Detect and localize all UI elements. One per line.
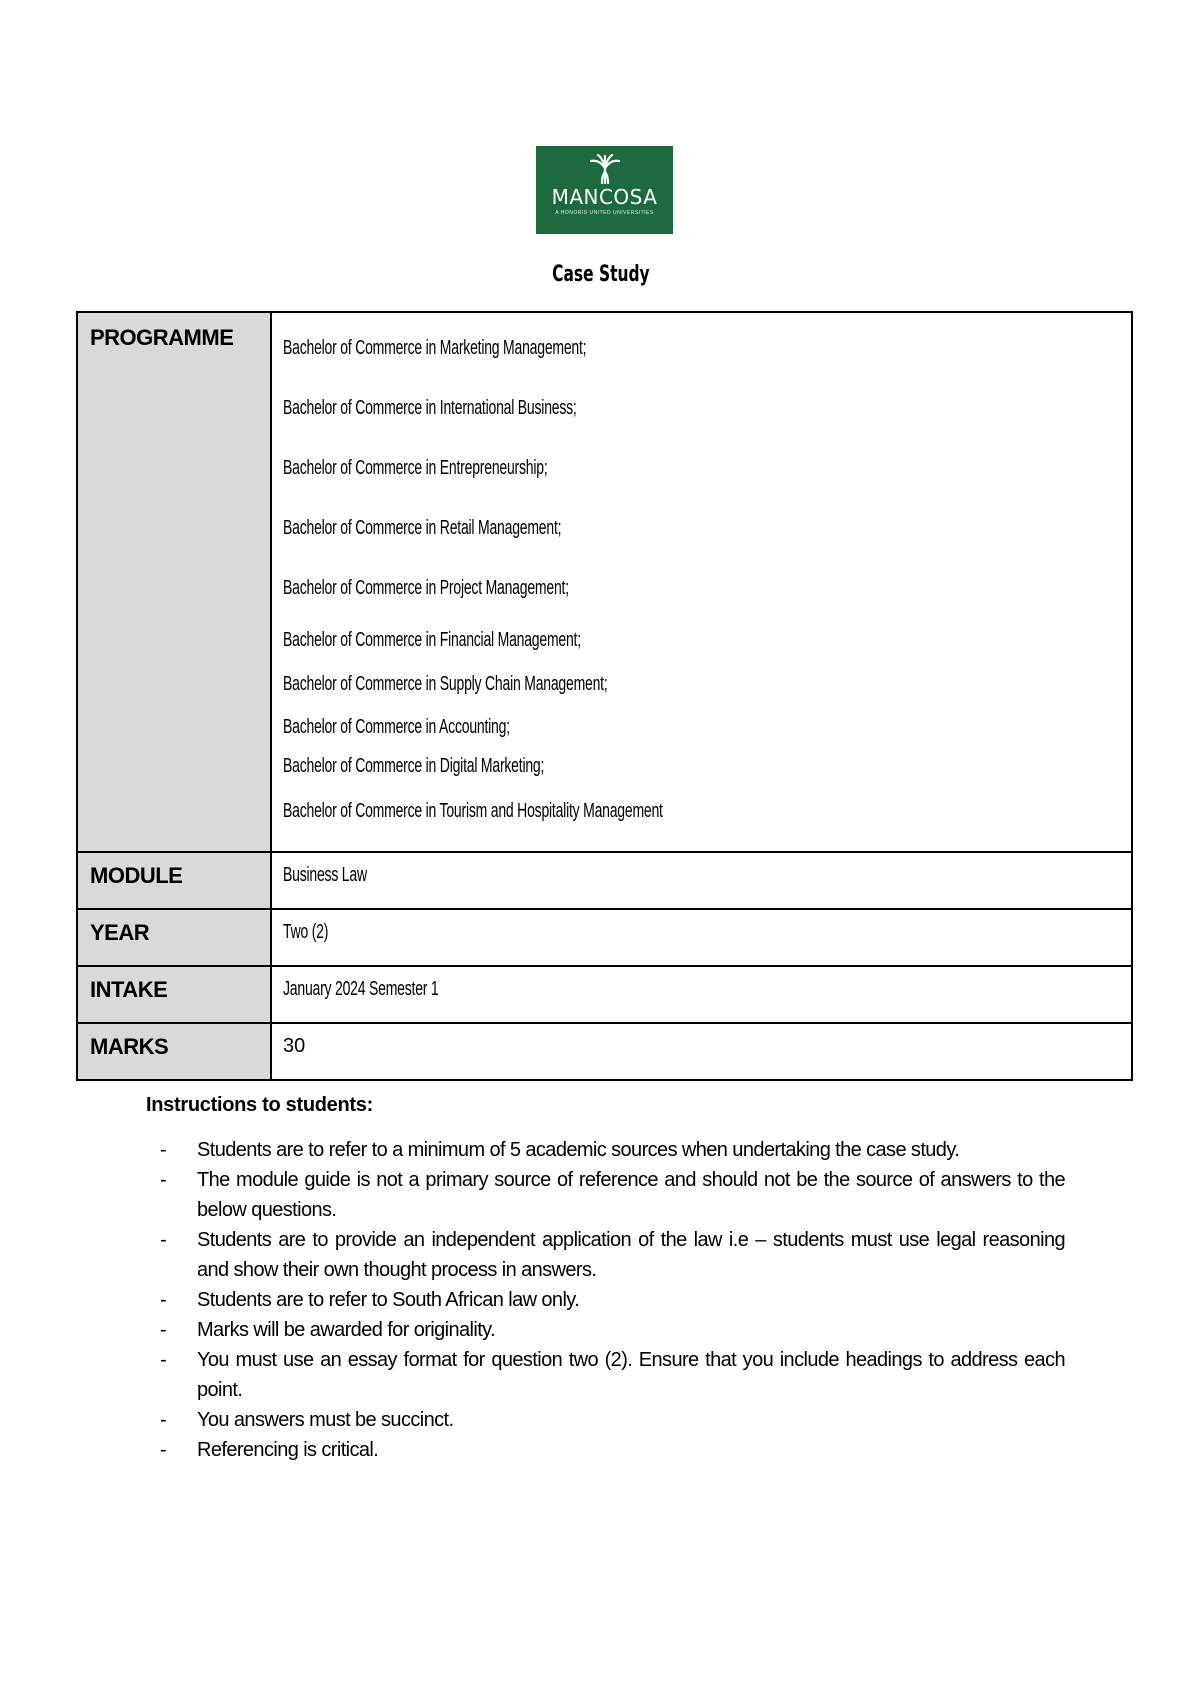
programme-item: Bachelor of Commerce in Accounting; [283, 716, 510, 738]
programme-item: Bachelor of Commerce in Retail Management; [283, 517, 562, 539]
bullet-dash: - [160, 1169, 167, 1191]
instruction-text: Marks will be awarded for originality. [197, 1319, 496, 1341]
marks-value: 30 [283, 1035, 306, 1057]
programme-item: Bachelor of Commerce in Supply Chain Management; [283, 673, 608, 695]
instruction-text: Students are to refer to a minimum of 5 academic sources when undertaking the case study. [197, 1139, 960, 1161]
bullet-dash: - [160, 1439, 167, 1461]
instructions-list [160, 1135, 1065, 1465]
bullet-dash: - [160, 1319, 167, 1341]
year-value: Two (2) [283, 921, 329, 943]
programme-item: Bachelor of Commerce in Digital Marketing; [283, 755, 545, 777]
instruction-item [160, 1165, 1065, 1225]
programme-item: Bachelor of Commerce in Financial Management; [283, 629, 581, 651]
module-label: MODULE [77, 852, 271, 909]
programme-list-cell [271, 312, 1132, 852]
instruction-text: Students are to provide an independent application of the law i.e – students must use legal reasoning and show their own thought process in answers. [197, 1229, 1065, 1281]
programme-label: PROGRAMME [77, 312, 271, 852]
intake-label: INTAKE [77, 966, 271, 1023]
palm-emblem-icon [588, 154, 622, 184]
year-label: YEAR [77, 909, 271, 966]
marks-label: MARKS [77, 1023, 271, 1080]
instruction-item [160, 1405, 1065, 1435]
intake-row [77, 966, 1132, 1023]
instruction-text: You must use an essay format for question two (2). Ensure that you include headings to address each point. [197, 1349, 1065, 1401]
programme-list [283, 323, 1131, 851]
logo-wordmark: MANCOSA [551, 185, 658, 209]
bullet-dash: - [160, 1409, 167, 1431]
module-value: Business Law [283, 864, 367, 886]
year-row [77, 909, 1132, 966]
module-row [77, 852, 1132, 909]
bullet-dash: - [160, 1229, 167, 1251]
programme-info-table [76, 311, 1133, 1081]
programme-item: Bachelor of Commerce in Project Management; [283, 577, 569, 599]
instruction-text: You answers must be succinct. [197, 1409, 454, 1431]
instruction-text: Students are to refer to South African law only. [197, 1289, 580, 1311]
instructions-heading: Instructions to students: [146, 1094, 373, 1116]
instruction-item [160, 1435, 1065, 1465]
intake-value: January 2024 Semester 1 [283, 978, 439, 1000]
document-title: Case Study [552, 262, 650, 287]
instruction-text: The module guide is not a primary source of reference and should not be the source of answers to the below questions. [197, 1169, 1065, 1221]
instruction-text: Referencing is critical. [197, 1439, 379, 1461]
programme-item: Bachelor of Commerce in Marketing Management; [283, 337, 587, 359]
programme-item: Bachelor of Commerce in Tourism and Hospitality Management [283, 800, 663, 822]
marks-row [77, 1023, 1132, 1080]
instruction-item [160, 1345, 1065, 1405]
programme-row [77, 312, 1132, 852]
programme-item: Bachelor of Commerce in International Business; [283, 397, 577, 419]
programme-item: Bachelor of Commerce in Entrepreneurship; [283, 457, 548, 479]
mancosa-logo [536, 146, 673, 234]
bullet-dash: - [160, 1349, 167, 1371]
instruction-item [160, 1135, 1065, 1165]
bullet-dash: - [160, 1289, 167, 1311]
instruction-item [160, 1225, 1065, 1285]
instruction-item [160, 1285, 1065, 1315]
logo-tagline: A HONORIS UNITED UNIVERSITIES [555, 210, 654, 216]
instruction-item [160, 1315, 1065, 1345]
bullet-dash: - [160, 1139, 167, 1161]
